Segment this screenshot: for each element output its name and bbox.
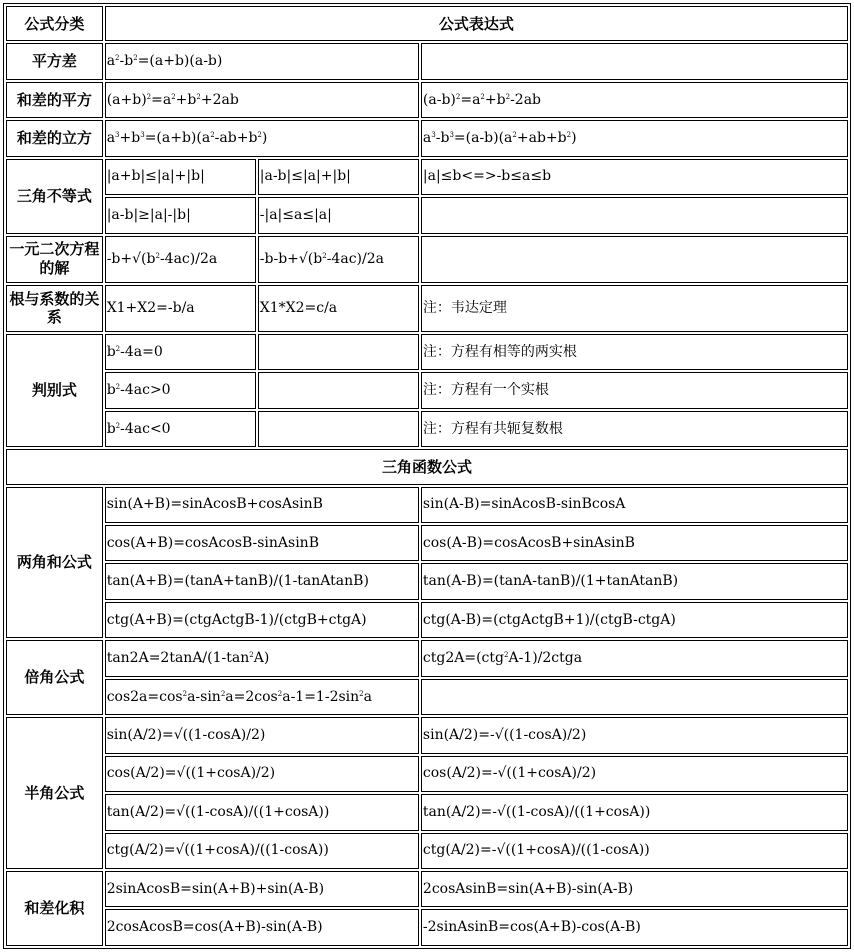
table-row	[6, 602, 848, 638]
category-cell: 和差的平方	[6, 82, 103, 118]
formula-cell: $b^2-4a=0$	[105, 334, 256, 370]
formula-cell: X1*X2=c/a	[258, 285, 419, 332]
note-cell: 注：方程有共轭复数根	[421, 411, 848, 447]
formula-cell	[258, 372, 419, 408]
formula-cell	[258, 411, 419, 447]
formula-cell: ctg(A/2)=-√((1+cosA)/((1-cosA))	[421, 833, 848, 869]
table-row	[6, 871, 848, 907]
trig-section	[6, 487, 848, 946]
category-cell: 和差化积	[6, 871, 103, 946]
formula-cell: |a-b|≥|a|-|b|	[105, 197, 256, 233]
table-row	[6, 411, 848, 447]
formula-cell	[421, 197, 848, 233]
formula-cell: $\tan 2A=2\tan A/(1-\tan^2A)$	[105, 640, 419, 676]
formula-cell: 2cosAsinB=sin(A+B)-sin(A-B)	[421, 871, 848, 907]
note-cell: 注：方程有一个实根	[421, 372, 848, 408]
table-row	[6, 487, 848, 523]
formula-cell: $-b-b+√(b^2-4ac)/2a$	[258, 236, 419, 283]
formula-cell: sin(A+B)=sinAcosB+cosAsinB	[105, 487, 419, 523]
formula-cell	[421, 236, 848, 283]
table-row	[6, 909, 848, 946]
category-cell: 根与系数的关系	[6, 285, 103, 332]
formula-cell: $a^2-b^2=(a+b)(a-b)$	[105, 43, 419, 79]
formula-cell: $a^3+b^3=(a+b)(a^2-ab+b^2)$	[105, 120, 419, 156]
note-cell: 注：韦达定理	[421, 285, 848, 332]
formula-cell	[258, 334, 419, 370]
formula-cell: tan(A-B)=(tanA-tanB)/(1+tanAtanB)	[421, 563, 848, 599]
formula-cell: cos(A-B)=cosAcosB+sinAsinB	[421, 525, 848, 561]
formula-cell: $\cos 2a=\cos^2a-\sin^2a=2\cos^2a-1=1-2\sin^2a$	[105, 679, 419, 715]
table-row	[6, 43, 848, 79]
category-cell: 判别式	[6, 334, 103, 447]
table-row	[6, 82, 848, 118]
formula-cell: tan(A+B)=(tanA+tanB)/(1-tanAtanB)	[105, 563, 419, 599]
formula-cell: 2cosAcosB=cos(A+B)-sin(A-B)	[105, 909, 419, 946]
category-cell: 三角不等式	[6, 159, 103, 234]
table-row	[6, 525, 848, 561]
category-cell: 倍角公式	[6, 640, 103, 715]
header-category: 公式分类	[6, 6, 103, 41]
table-row	[6, 563, 848, 599]
formula-cell: |a-b|≤|a|+|b|	[258, 159, 419, 195]
table-row	[6, 833, 848, 869]
formula-cell: $(a+b)^2=a^2+b^2+2ab$	[105, 82, 419, 118]
formula-cell: cos(A/2)=√((1+cosA)/2)	[105, 756, 419, 792]
trig-section-title: 三角函数公式	[6, 449, 848, 484]
formula-cell: ctg2A=(ctg$^2$A-1)/2ctga	[421, 640, 848, 676]
formula-cell: X1+X2=-b/a	[105, 285, 256, 332]
table-row	[6, 717, 848, 753]
formula-cell: tan(A/2)=-√((1-cosA)/((1+cosA))	[421, 794, 848, 830]
table-row	[6, 197, 848, 233]
formula-cell: -2sinAsinB=cos(A+B)-cos(A-B)	[421, 909, 848, 946]
formula-cell: $b^2-4ac<0$	[105, 411, 256, 447]
table-row	[6, 756, 848, 792]
formula-cell	[421, 679, 848, 715]
table-row	[6, 372, 848, 408]
formula-cell: $(a-b)^2=a^2+b^2-2ab$	[421, 82, 848, 118]
formula-cell: |a|≤b<=>-b≤a≤b	[421, 159, 848, 195]
formula-cell: cos(A+B)=cosAcosB-sinAsinB	[105, 525, 419, 561]
formula-table	[3, 3, 851, 949]
header-row	[6, 6, 848, 41]
table-row	[6, 159, 848, 195]
category-cell: 一元二次方程的解	[6, 236, 103, 283]
formula-cell: tan(A/2)=√((1-cosA)/((1+cosA))	[105, 794, 419, 830]
note-cell: 注：方程有相等的两实根	[421, 334, 848, 370]
table-row	[6, 794, 848, 830]
table-row	[6, 285, 848, 332]
category-cell: 和差的立方	[6, 120, 103, 156]
header-expression: 公式表达式	[105, 6, 848, 41]
table-row	[6, 334, 848, 370]
formula-cell: |a+b|≤|a|+|b|	[105, 159, 256, 195]
formula-cell: cos(A/2)=-√((1+cosA)/2)	[421, 756, 848, 792]
formula-cell: 2sinAcosB=sin(A+B)+sin(A-B)	[105, 871, 419, 907]
formula-cell: sin(A-B)=sinAcosB-sinBcosA	[421, 487, 848, 523]
section-row	[6, 449, 848, 484]
formula-cell	[421, 43, 848, 79]
category-cell: 平方差	[6, 43, 103, 79]
formula-cell: ctg(A-B)=(ctgActgB+1)/(ctgB-ctgA)	[421, 602, 848, 638]
formula-cell: $a^3-b^3=(a-b)(a^2+ab+b^2)$	[421, 120, 848, 156]
category-cell: 两角和公式	[6, 487, 103, 639]
formula-cell: sin(A/2)=√((1-cosA)/2)	[105, 717, 419, 753]
table-row	[6, 679, 848, 715]
table-row	[6, 236, 848, 283]
formula-cell: ctg(A/2)=√((1+cosA)/((1-cosA))	[105, 833, 419, 869]
category-cell: 半角公式	[6, 717, 103, 869]
table-row	[6, 640, 848, 676]
formula-cell: $b^2-4ac>0$	[105, 372, 256, 408]
formula-cell: sin(A/2)=-√((1-cosA)/2)	[421, 717, 848, 753]
table-row	[6, 120, 848, 156]
formula-cell: $-b+√(b^2-4ac)/2a$	[105, 236, 256, 283]
formula-cell: -|a|≤a≤|a|	[258, 197, 419, 233]
formula-cell: ctg(A+B)=(ctgActgB-1)/(ctgB+ctgA)	[105, 602, 419, 638]
